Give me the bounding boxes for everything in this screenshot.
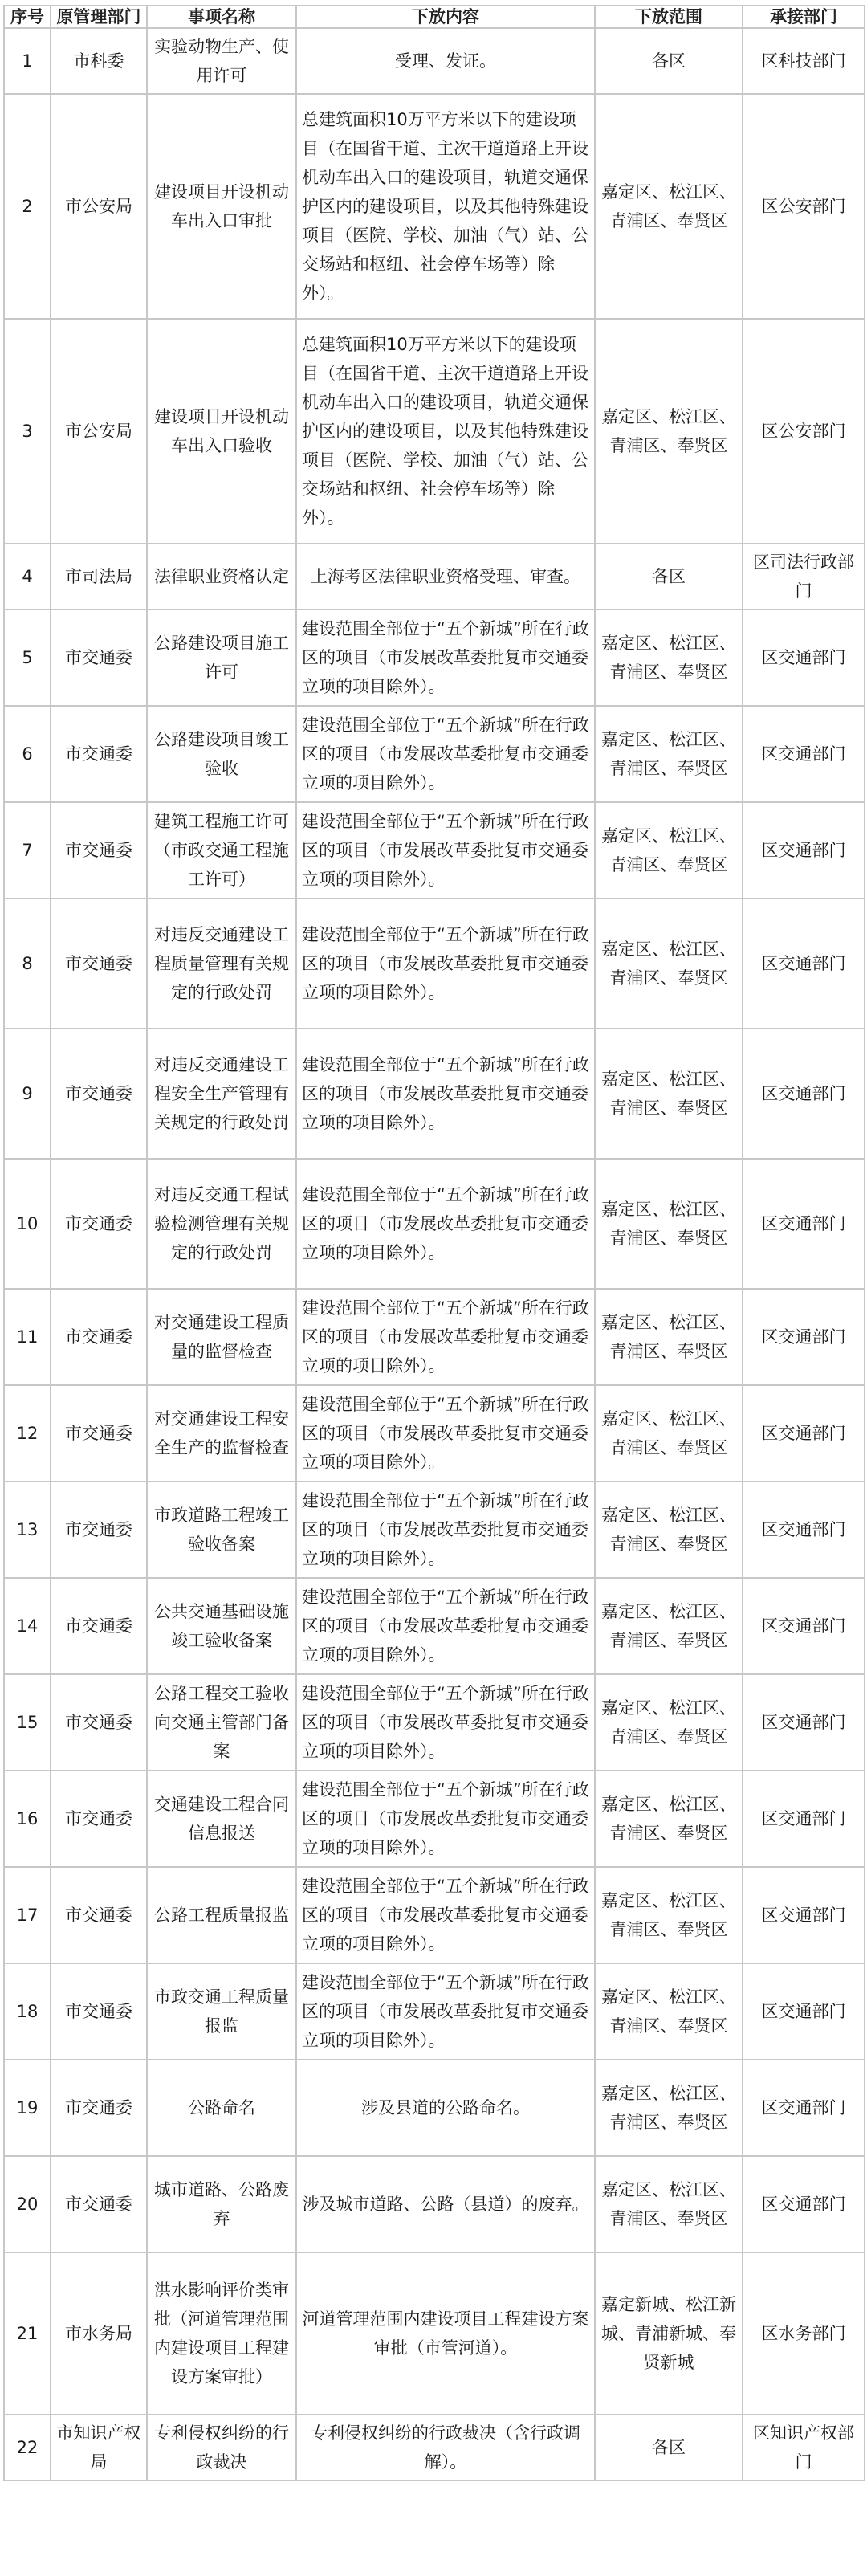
header-row (4, 6, 865, 28)
devolved-content: 建设范围全部位于“五个新城”所在行政区的项目（市发展改革委批复市交通委立项的项目除外）。 (296, 1289, 595, 1385)
devolution-scope: 嘉定区、松江区、青浦区、奉贤区 (595, 1771, 743, 1867)
receiving-department: 区交通部门 (743, 2060, 865, 2156)
row-number: 12 (4, 1385, 51, 1482)
devolution-scope: 嘉定区、松江区、青浦区、奉贤区 (595, 1963, 743, 2060)
row-number: 22 (4, 2415, 51, 2480)
devolution-scope: 嘉定新城、松江新城、青浦新城、奉贤新城 (595, 2252, 743, 2415)
item-name: 洪水影响评价类审批（河道管理范围内建设项目工程建设方案审批） (147, 2252, 296, 2415)
original-department: 市知识产权局 (51, 2415, 147, 2480)
devolution-scope: 嘉定区、松江区、青浦区、奉贤区 (595, 1482, 743, 1578)
devolved-content: 建设范围全部位于“五个新城”所在行政区的项目（市发展改革委批复市交通委立项的项目除外）。 (296, 1867, 595, 1963)
devolved-content: 涉及城市道路、公路（县道）的废弃。 (296, 2156, 595, 2252)
receiving-department: 区交通部门 (743, 1771, 865, 1867)
devolution-scope: 嘉定区、松江区、青浦区、奉贤区 (595, 2060, 743, 2156)
devolution-scope: 嘉定区、松江区、青浦区、奉贤区 (595, 609, 743, 706)
row-number: 1 (4, 28, 51, 94)
devolved-content: 建设范围全部位于“五个新城”所在行政区的项目（市发展改革委批复市交通委立项的项目除外）。 (296, 1385, 595, 1482)
item-name: 城市道路、公路废弃 (147, 2156, 296, 2252)
item-name: 市政交通工程质量报监 (147, 1963, 296, 2060)
receiving-department: 区交通部门 (743, 1289, 865, 1385)
table-row (4, 544, 865, 609)
row-number: 3 (4, 319, 51, 544)
table-row (4, 1385, 865, 1482)
row-number: 14 (4, 1578, 51, 1674)
header-dept: 原管理部门 (51, 6, 147, 28)
devolved-content: 总建筑面积10万平方米以下的建设项目（在国省干道、主次干道道路上开设机动车出入口的建设项目，轨道交通保护区内的建设项目，以及其他特殊建设项目（医院、学校、加油（气）站、公交场站和枢纽、社会停车场等）除外）。 (296, 319, 595, 544)
item-name: 公路建设项目竣工验收 (147, 706, 296, 802)
devolved-content: 建设范围全部位于“五个新城”所在行政区的项目（市发展改革委批复市交通委立项的项目除外）。 (296, 609, 595, 706)
devolution-scope: 嘉定区、松江区、青浦区、奉贤区 (595, 706, 743, 802)
devolution-table (3, 5, 865, 2481)
original-department: 市司法局 (51, 544, 147, 609)
header-scope: 下放范围 (595, 6, 743, 28)
receiving-department: 区交通部门 (743, 1159, 865, 1289)
table-row (4, 706, 865, 802)
table-row (4, 1578, 865, 1674)
devolution-scope: 嘉定区、松江区、青浦区、奉贤区 (595, 899, 743, 1029)
receiving-department: 区交通部门 (743, 1029, 865, 1159)
table-row (4, 2156, 865, 2252)
original-department: 市公安局 (51, 319, 147, 544)
original-department: 市交通委 (51, 706, 147, 802)
item-name: 建设项目开设机动车出入口审批 (147, 94, 296, 319)
devolution-scope: 嘉定区、松江区、青浦区、奉贤区 (595, 1385, 743, 1482)
devolved-content: 建设范围全部位于“五个新城”所在行政区的项目（市发展改革委批复市交通委立项的项目除外）。 (296, 1771, 595, 1867)
receiving-department: 区公安部门 (743, 319, 865, 544)
table-row (4, 1963, 865, 2060)
devolved-content: 建设范围全部位于“五个新城”所在行政区的项目（市发展改革委批复市交通委立项的项目除外）。 (296, 1578, 595, 1674)
page (3, 5, 865, 2481)
item-name: 公路工程质量报监 (147, 1867, 296, 1963)
devolution-scope: 各区 (595, 544, 743, 609)
row-number: 7 (4, 802, 51, 899)
original-department: 市交通委 (51, 802, 147, 899)
devolved-content: 受理、发证。 (296, 28, 595, 94)
item-name: 公路建设项目施工许可 (147, 609, 296, 706)
original-department: 市交通委 (51, 1385, 147, 1482)
row-number: 10 (4, 1159, 51, 1289)
row-number: 6 (4, 706, 51, 802)
table-row (4, 1029, 865, 1159)
original-department: 市交通委 (51, 1771, 147, 1867)
original-department: 市交通委 (51, 1578, 147, 1674)
table-row (4, 1771, 865, 1867)
devolved-content: 建设范围全部位于“五个新城”所在行政区的项目（市发展改革委批复市交通委立项的项目除外）。 (296, 1482, 595, 1578)
row-number: 5 (4, 609, 51, 706)
devolved-content: 建设范围全部位于“五个新城”所在行政区的项目（市发展改革委批复市交通委立项的项目除外）。 (296, 1674, 595, 1771)
original-department: 市交通委 (51, 1482, 147, 1578)
receiving-department: 区交通部门 (743, 2156, 865, 2252)
devolution-scope: 嘉定区、松江区、青浦区、奉贤区 (595, 1289, 743, 1385)
item-name: 对违反交通建设工程安全生产管理有关规定的行政处罚 (147, 1029, 296, 1159)
original-department: 市水务局 (51, 2252, 147, 2415)
receiving-department: 区交通部门 (743, 1482, 865, 1578)
original-department: 市交通委 (51, 1159, 147, 1289)
row-number: 4 (4, 544, 51, 609)
receiving-department: 区交通部门 (743, 1867, 865, 1963)
original-department: 市交通委 (51, 2156, 147, 2252)
original-department: 市交通委 (51, 1867, 147, 1963)
row-number: 8 (4, 899, 51, 1029)
table-row (4, 1289, 865, 1385)
row-number: 20 (4, 2156, 51, 2252)
header-no: 序号 (4, 6, 51, 28)
table-row (4, 2060, 865, 2156)
original-department: 市交通委 (51, 1289, 147, 1385)
row-number: 15 (4, 1674, 51, 1771)
row-number: 9 (4, 1029, 51, 1159)
devolution-scope: 嘉定区、松江区、青浦区、奉贤区 (595, 2156, 743, 2252)
original-department: 市科委 (51, 28, 147, 94)
row-number: 19 (4, 2060, 51, 2156)
devolution-scope: 嘉定区、松江区、青浦区、奉贤区 (595, 1867, 743, 1963)
devolution-scope: 嘉定区、松江区、青浦区、奉贤区 (595, 1159, 743, 1289)
devolved-content: 涉及县道的公路命名。 (296, 2060, 595, 2156)
devolution-scope: 嘉定区、松江区、青浦区、奉贤区 (595, 1029, 743, 1159)
table-row (4, 2252, 865, 2415)
item-name: 建设项目开设机动车出入口验收 (147, 319, 296, 544)
table-row (4, 1674, 865, 1771)
table-row (4, 1159, 865, 1289)
header-content: 下放内容 (296, 6, 595, 28)
item-name: 交通建设工程合同信息报送 (147, 1771, 296, 1867)
devolved-content: 建设范围全部位于“五个新城”所在行政区的项目（市发展改革委批复市交通委立项的项目除外）。 (296, 1159, 595, 1289)
devolution-scope: 各区 (595, 28, 743, 94)
item-name: 对违反交通工程试验检测管理有关规定的行政处罚 (147, 1159, 296, 1289)
receiving-department: 区水务部门 (743, 2252, 865, 2415)
receiving-department: 区司法行政部门 (743, 544, 865, 609)
table-body (4, 28, 865, 2480)
table-row (4, 1867, 865, 1963)
original-department: 市交通委 (51, 609, 147, 706)
original-department: 市公安局 (51, 94, 147, 319)
item-name: 对违反交通建设工程质量管理有关规定的行政处罚 (147, 899, 296, 1029)
devolution-scope: 嘉定区、松江区、青浦区、奉贤区 (595, 319, 743, 544)
table-row (4, 319, 865, 544)
receiving-department: 区交通部门 (743, 1578, 865, 1674)
devolved-content: 河道管理范围内建设项目工程建设方案审批（市管河道）。 (296, 2252, 595, 2415)
devolved-content: 专利侵权纠纷的行政裁决（含行政调解）。 (296, 2415, 595, 2480)
devolution-scope: 嘉定区、松江区、青浦区、奉贤区 (595, 1578, 743, 1674)
receiving-department: 区交通部门 (743, 802, 865, 899)
item-name: 市政道路工程竣工验收备案 (147, 1482, 296, 1578)
row-number: 11 (4, 1289, 51, 1385)
original-department: 市交通委 (51, 1029, 147, 1159)
receiving-department: 区交通部门 (743, 1385, 865, 1482)
item-name: 建筑工程施工许可（市政交通工程施工许可） (147, 802, 296, 899)
receiving-department: 区科技部门 (743, 28, 865, 94)
receiving-department: 区交通部门 (743, 706, 865, 802)
row-number: 13 (4, 1482, 51, 1578)
original-department: 市交通委 (51, 1963, 147, 2060)
table-row (4, 94, 865, 319)
table-row (4, 899, 865, 1029)
item-name: 法律职业资格认定 (147, 544, 296, 609)
receiving-department: 区交通部门 (743, 1674, 865, 1771)
table-row (4, 1482, 865, 1578)
header-unit: 承接部门 (743, 6, 865, 28)
item-name: 实验动物生产、使用许可 (147, 28, 296, 94)
header-item: 事项名称 (147, 6, 296, 28)
devolved-content: 建设范围全部位于“五个新城”所在行政区的项目（市发展改革委批复市交通委立项的项目除外）。 (296, 706, 595, 802)
devolution-scope: 嘉定区、松江区、青浦区、奉贤区 (595, 94, 743, 319)
row-number: 18 (4, 1963, 51, 2060)
row-number: 16 (4, 1771, 51, 1867)
item-name: 对交通建设工程质量的监督检查 (147, 1289, 296, 1385)
row-number: 21 (4, 2252, 51, 2415)
original-department: 市交通委 (51, 1674, 147, 1771)
original-department: 市交通委 (51, 2060, 147, 2156)
row-number: 17 (4, 1867, 51, 1963)
table-row (4, 2415, 865, 2480)
item-name: 专利侵权纠纷的行政裁决 (147, 2415, 296, 2480)
table-row (4, 28, 865, 94)
devolved-content: 建设范围全部位于“五个新城”所在行政区的项目（市发展改革委批复市交通委立项的项目除外）。 (296, 1963, 595, 2060)
devolution-scope: 各区 (595, 2415, 743, 2480)
devolution-scope: 嘉定区、松江区、青浦区、奉贤区 (595, 1674, 743, 1771)
original-department: 市交通委 (51, 899, 147, 1029)
devolved-content: 上海考区法律职业资格受理、审查。 (296, 544, 595, 609)
row-number: 2 (4, 94, 51, 319)
receiving-department: 区交通部门 (743, 609, 865, 706)
receiving-department: 区交通部门 (743, 899, 865, 1029)
table-row (4, 609, 865, 706)
devolved-content: 总建筑面积10万平方米以下的建设项目（在国省干道、主次干道道路上开设机动车出入口的建设项目，轨道交通保护区内的建设项目，以及其他特殊建设项目（医院、学校、加油（气）站、公交场站和枢纽、社会停车场等）除外）。 (296, 94, 595, 319)
devolved-content: 建设范围全部位于“五个新城”所在行政区的项目（市发展改革委批复市交通委立项的项目除外）。 (296, 1029, 595, 1159)
table-row (4, 802, 865, 899)
item-name: 公共交通基础设施竣工验收备案 (147, 1578, 296, 1674)
item-name: 公路命名 (147, 2060, 296, 2156)
item-name: 公路工程交工验收向交通主管部门备案 (147, 1674, 296, 1771)
item-name: 对交通建设工程安全生产的监督检查 (147, 1385, 296, 1482)
devolved-content: 建设范围全部位于“五个新城”所在行政区的项目（市发展改革委批复市交通委立项的项目除外）。 (296, 802, 595, 899)
receiving-department: 区知识产权部门 (743, 2415, 865, 2480)
devolution-scope: 嘉定区、松江区、青浦区、奉贤区 (595, 802, 743, 899)
receiving-department: 区交通部门 (743, 1963, 865, 2060)
receiving-department: 区公安部门 (743, 94, 865, 319)
devolved-content: 建设范围全部位于“五个新城”所在行政区的项目（市发展改革委批复市交通委立项的项目除外）。 (296, 899, 595, 1029)
